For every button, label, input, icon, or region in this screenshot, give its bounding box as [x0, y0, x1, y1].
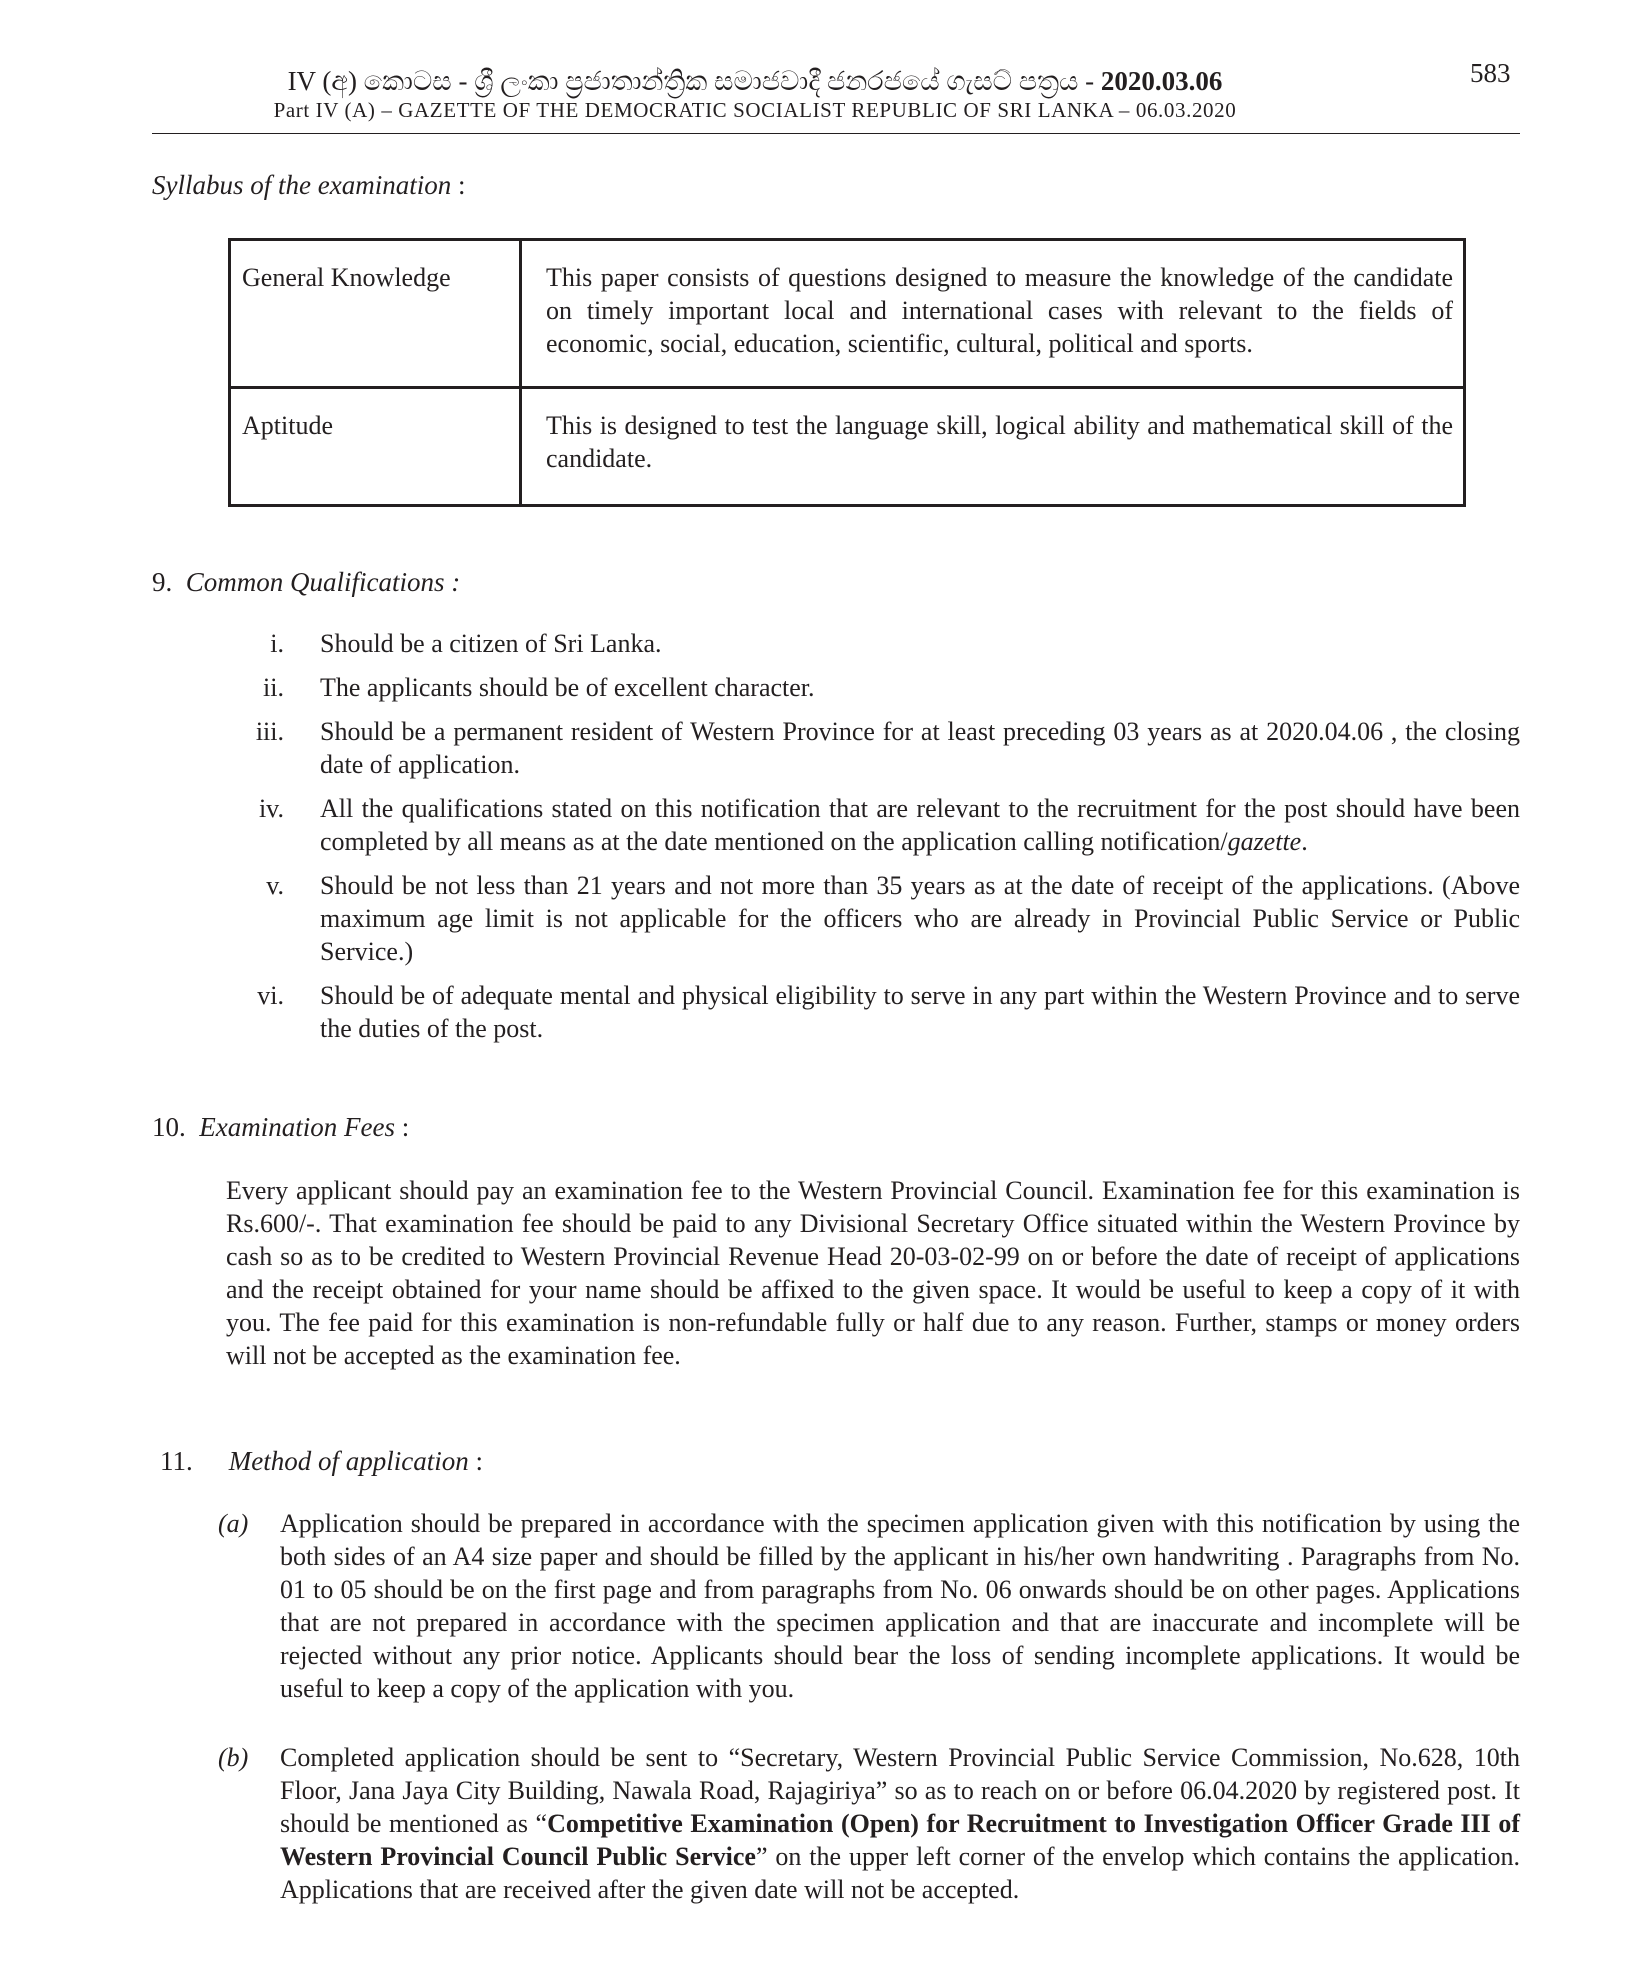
method-item-text: Application should be prepared in accordance with the specimen application given with this notification by using the both sides of an A4 size paper and should be filled by the applicant in his/her own handwriting . Paragraphs from No. 01 to 05 should be on the first page and from paragraphs from No. 06 onwards should be on other pages. Applications that are not prepared in accordance with the specimen application and that are inaccurate and incomplete will be rejected without any prior notice. Applicants should bear the loss of sending incomplete applications. It would be useful to keep a copy of the application with you.: [280, 1509, 1520, 1703]
method-item-text: [280, 1741, 1520, 1906]
list-item-text: Should be of adequate mental and physical eligibility to serve in any part within the Western Province and to serve the duties of the post.: [320, 981, 1520, 1043]
page-number: 583: [1470, 58, 1511, 88]
syllabus-subject: General Knowledge: [230, 240, 521, 388]
list-item-text-end: .: [1301, 827, 1308, 856]
section-10-colon: :: [394, 1112, 410, 1142]
list-item-text: Should be a permanent resident of Western Province for at least preceding 03 years as at 2020.04.06 , the closing date of application.: [320, 717, 1520, 779]
gazette-header-title: [150, 64, 1360, 98]
syllabus-description: This paper consists of questions designed to measure the knowledge of the candidate on timely important local and international cases with relevant to the fields of economic, social, education, scientific, cultural, political and sports.: [521, 240, 1465, 388]
list-item-text: Should be not less than 21 years and not more than 35 years as at the date of receipt of the applications. (Above maximum age limit is not applicable for the officers who are already in Provincial Public Service or Public Service.): [320, 871, 1520, 966]
section-9-title: Common Qualifications :: [185, 567, 461, 597]
syllabus-subject: Aptitude: [230, 388, 521, 506]
method-item-text-start: Completed application should be sent to “Secretary, Western Provincial Public Service Commission, No.628, 10th Floor, Jana Jaya City Building, Nawala Road, Rajagiriya” so as to reach on or before 06.04.2020 by registered post. It should be mentioned as “: [280, 1743, 1520, 1838]
syllabus-heading-colon: :: [451, 170, 466, 200]
method-item-label: (b): [218, 1743, 249, 1772]
gazette-header-date: 2020.03.06: [1100, 66, 1223, 96]
exam-title-bold: Competitive Examination (Open) for Recruitment to Investigation Officer Grade III of Western Provincial Council Public Service: [280, 1809, 1520, 1871]
list-item-text: [320, 792, 1520, 858]
list-item: [180, 627, 1520, 660]
syllabus-table: [228, 238, 1466, 507]
list-item: [180, 792, 1520, 858]
section-11-title: Method of application: [228, 1446, 469, 1476]
list-item-text-main: All the qualifications stated on this notification that are relevant to the recruitment for the post should have been completed by all means as at the date mentioned on the application calling notification/: [320, 794, 1520, 856]
qualifications-list: [180, 627, 1520, 1056]
section-10-title: Examination Fees: [199, 1112, 395, 1142]
list-item-number: ii.: [263, 673, 284, 702]
method-item-a: [218, 1507, 1520, 1705]
section-10-number: 10.: [152, 1112, 186, 1142]
list-item: [180, 979, 1520, 1045]
list-item-number: iv.: [258, 794, 284, 823]
section-11-colon: :: [468, 1446, 483, 1476]
method-item-text-end: ” on the upper left corner of the envelop which contains the application. Applications that are received after the given date will not be accepted.: [280, 1842, 1520, 1904]
list-item-text-italic: gazette: [1227, 827, 1302, 856]
list-item: [180, 869, 1520, 968]
examination-fee-paragraph: Every applicant should pay an examination fee to the Western Provincial Council. Examination fee for this examination is Rs.600/-. That examination fee should be paid to any Divisional Secretary Office situated within the Western Province by cash so as to be credited to Western Provincial Revenue Head 20-03-02-99 on or before the date of receipt of applications and the receipt obtained for your name should be affixed to the given space. It would be useful to keep a copy of it with you. The fee paid for this examination is non-refundable fully or half due to any reason. Further, stamps or money orders will not be accepted as the examination fee.: [226, 1176, 1520, 1370]
syllabus-heading-text: Syllabus of the examination: [152, 170, 452, 200]
list-item: [180, 671, 1520, 704]
list-item-number: iii.: [255, 717, 284, 746]
section-9-number: 9.: [152, 567, 173, 597]
list-item-text: The applicants should be of excellent character.: [320, 673, 815, 702]
header-divider: [152, 133, 1520, 134]
syllabus-heading: [152, 168, 465, 202]
syllabus-description: This is designed to test the language skill, logical ability and mathematical skill of the candidate.: [521, 388, 1465, 506]
list-item-text: Should be a citizen of Sri Lanka.: [320, 629, 662, 658]
gazette-header-sinhala: IV (අ) කොටස - ශ්‍රී ලංකා ප්‍රජාතාන්ත්‍රික සමාජවාදී ජනරජයේ ගැසට් පත්‍රය -: [287, 66, 1101, 96]
section-11-heading: [160, 1444, 483, 1478]
section-9-heading: [152, 565, 460, 599]
list-item-number: v.: [266, 871, 284, 900]
gazette-header-subtitle: Part IV (A) – GAZETTE OF THE DEMOCRATIC SOCIALIST REPUBLIC OF SRI LANKA – 06.03.2020: [273, 98, 1237, 122]
method-item-b: [218, 1741, 1520, 1906]
section-11-number: 11.: [160, 1446, 193, 1476]
method-item-label: (a): [218, 1509, 249, 1538]
list-item: [180, 715, 1520, 781]
table-row: [230, 240, 1465, 388]
list-item-number: vi.: [257, 981, 284, 1010]
list-item-number: i.: [270, 629, 284, 658]
table-row: [230, 388, 1465, 506]
section-10-heading: [152, 1110, 409, 1144]
